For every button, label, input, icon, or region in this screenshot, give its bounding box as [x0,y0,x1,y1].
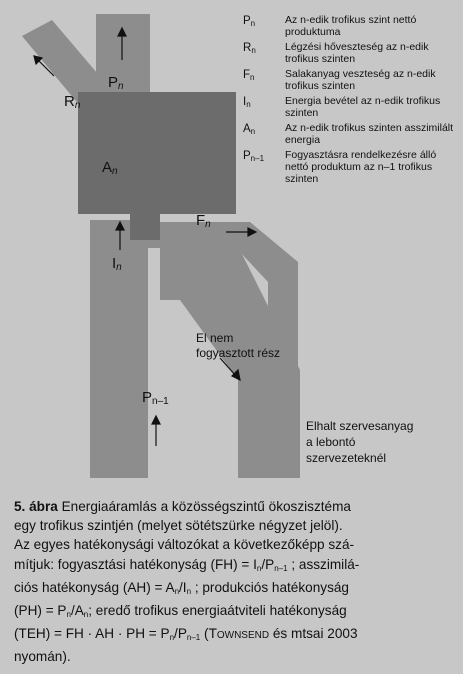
legend-text: Energia bevétel az n-edik trofikus szinten [285,95,441,119]
legend-text: Légzési hőveszteség az n-edik trofikus szinten [285,41,429,65]
label-dead-matter: Elhalt szervesanyag a lebontó szervezeteknél [306,419,414,465]
label-unconsumed: El nem fogyasztott rész [196,331,281,360]
legend-symbol: Pn–1 [243,150,265,163]
legend-symbol: Pn [243,15,256,28]
legend-symbol: Rn [243,42,256,55]
legend-symbol: In [243,96,251,109]
label-i-n: In [112,255,122,273]
label-f-n: Fn [196,212,211,230]
label-r-n: Rn [64,93,81,111]
legend-symbol: Fn [243,69,255,82]
legend-text: Salakanyag veszteség az n-edik trofikus szinten [285,68,436,92]
legend-text: Az n-edik trofikus szint nettó produktuma [285,14,417,38]
caption-line-5: ciós hatékonyság (AH) = An/In ; produkciós hatékonyság [14,579,349,596]
caption-line-3: Az egyes hatékonysági változókat a következőképp szá- [14,537,355,553]
legend-text: Az n-edik trofikus szinten asszimilált energia [285,122,454,146]
caption-line-4: mítjuk: fogyasztási hatékonyság (FH) = In/Pn–1 ; asszimilá- [14,556,360,573]
figure-caption [14,497,454,667]
flow-intake [90,220,160,478]
caption-line-6: (PH) = Pn/An; eredő trofikus energiaátviteli hatékonyság [14,603,347,620]
legend-text: Fogyasztásra rendelkezésre álló nettó produktum az n–1 trofikus szinten [285,149,437,185]
caption-line-8: nyomán). [14,649,71,665]
arrow-up-p-n1-head [152,416,160,424]
caption-line-1: 5. ábra Energiaáramlás a közösségszintű ökoszisztéma [14,499,351,514]
caption-label: 5. ábra [14,499,58,514]
label-p-n1: Pn–1 [142,389,169,407]
caption-author: Townsend [208,626,270,642]
caption-line-2: egy trofikus szintjén (melyet sötétszürke négyzet jelöl). [14,518,343,534]
caption-line-7: (TEH) = FH · AH · PH = Pn/Pn–1 (Townsend és mtsai 2003 [14,626,358,643]
label-a-n: An [102,159,118,177]
label-p-n: Pn [108,74,124,92]
legend-symbol: An [243,123,256,136]
